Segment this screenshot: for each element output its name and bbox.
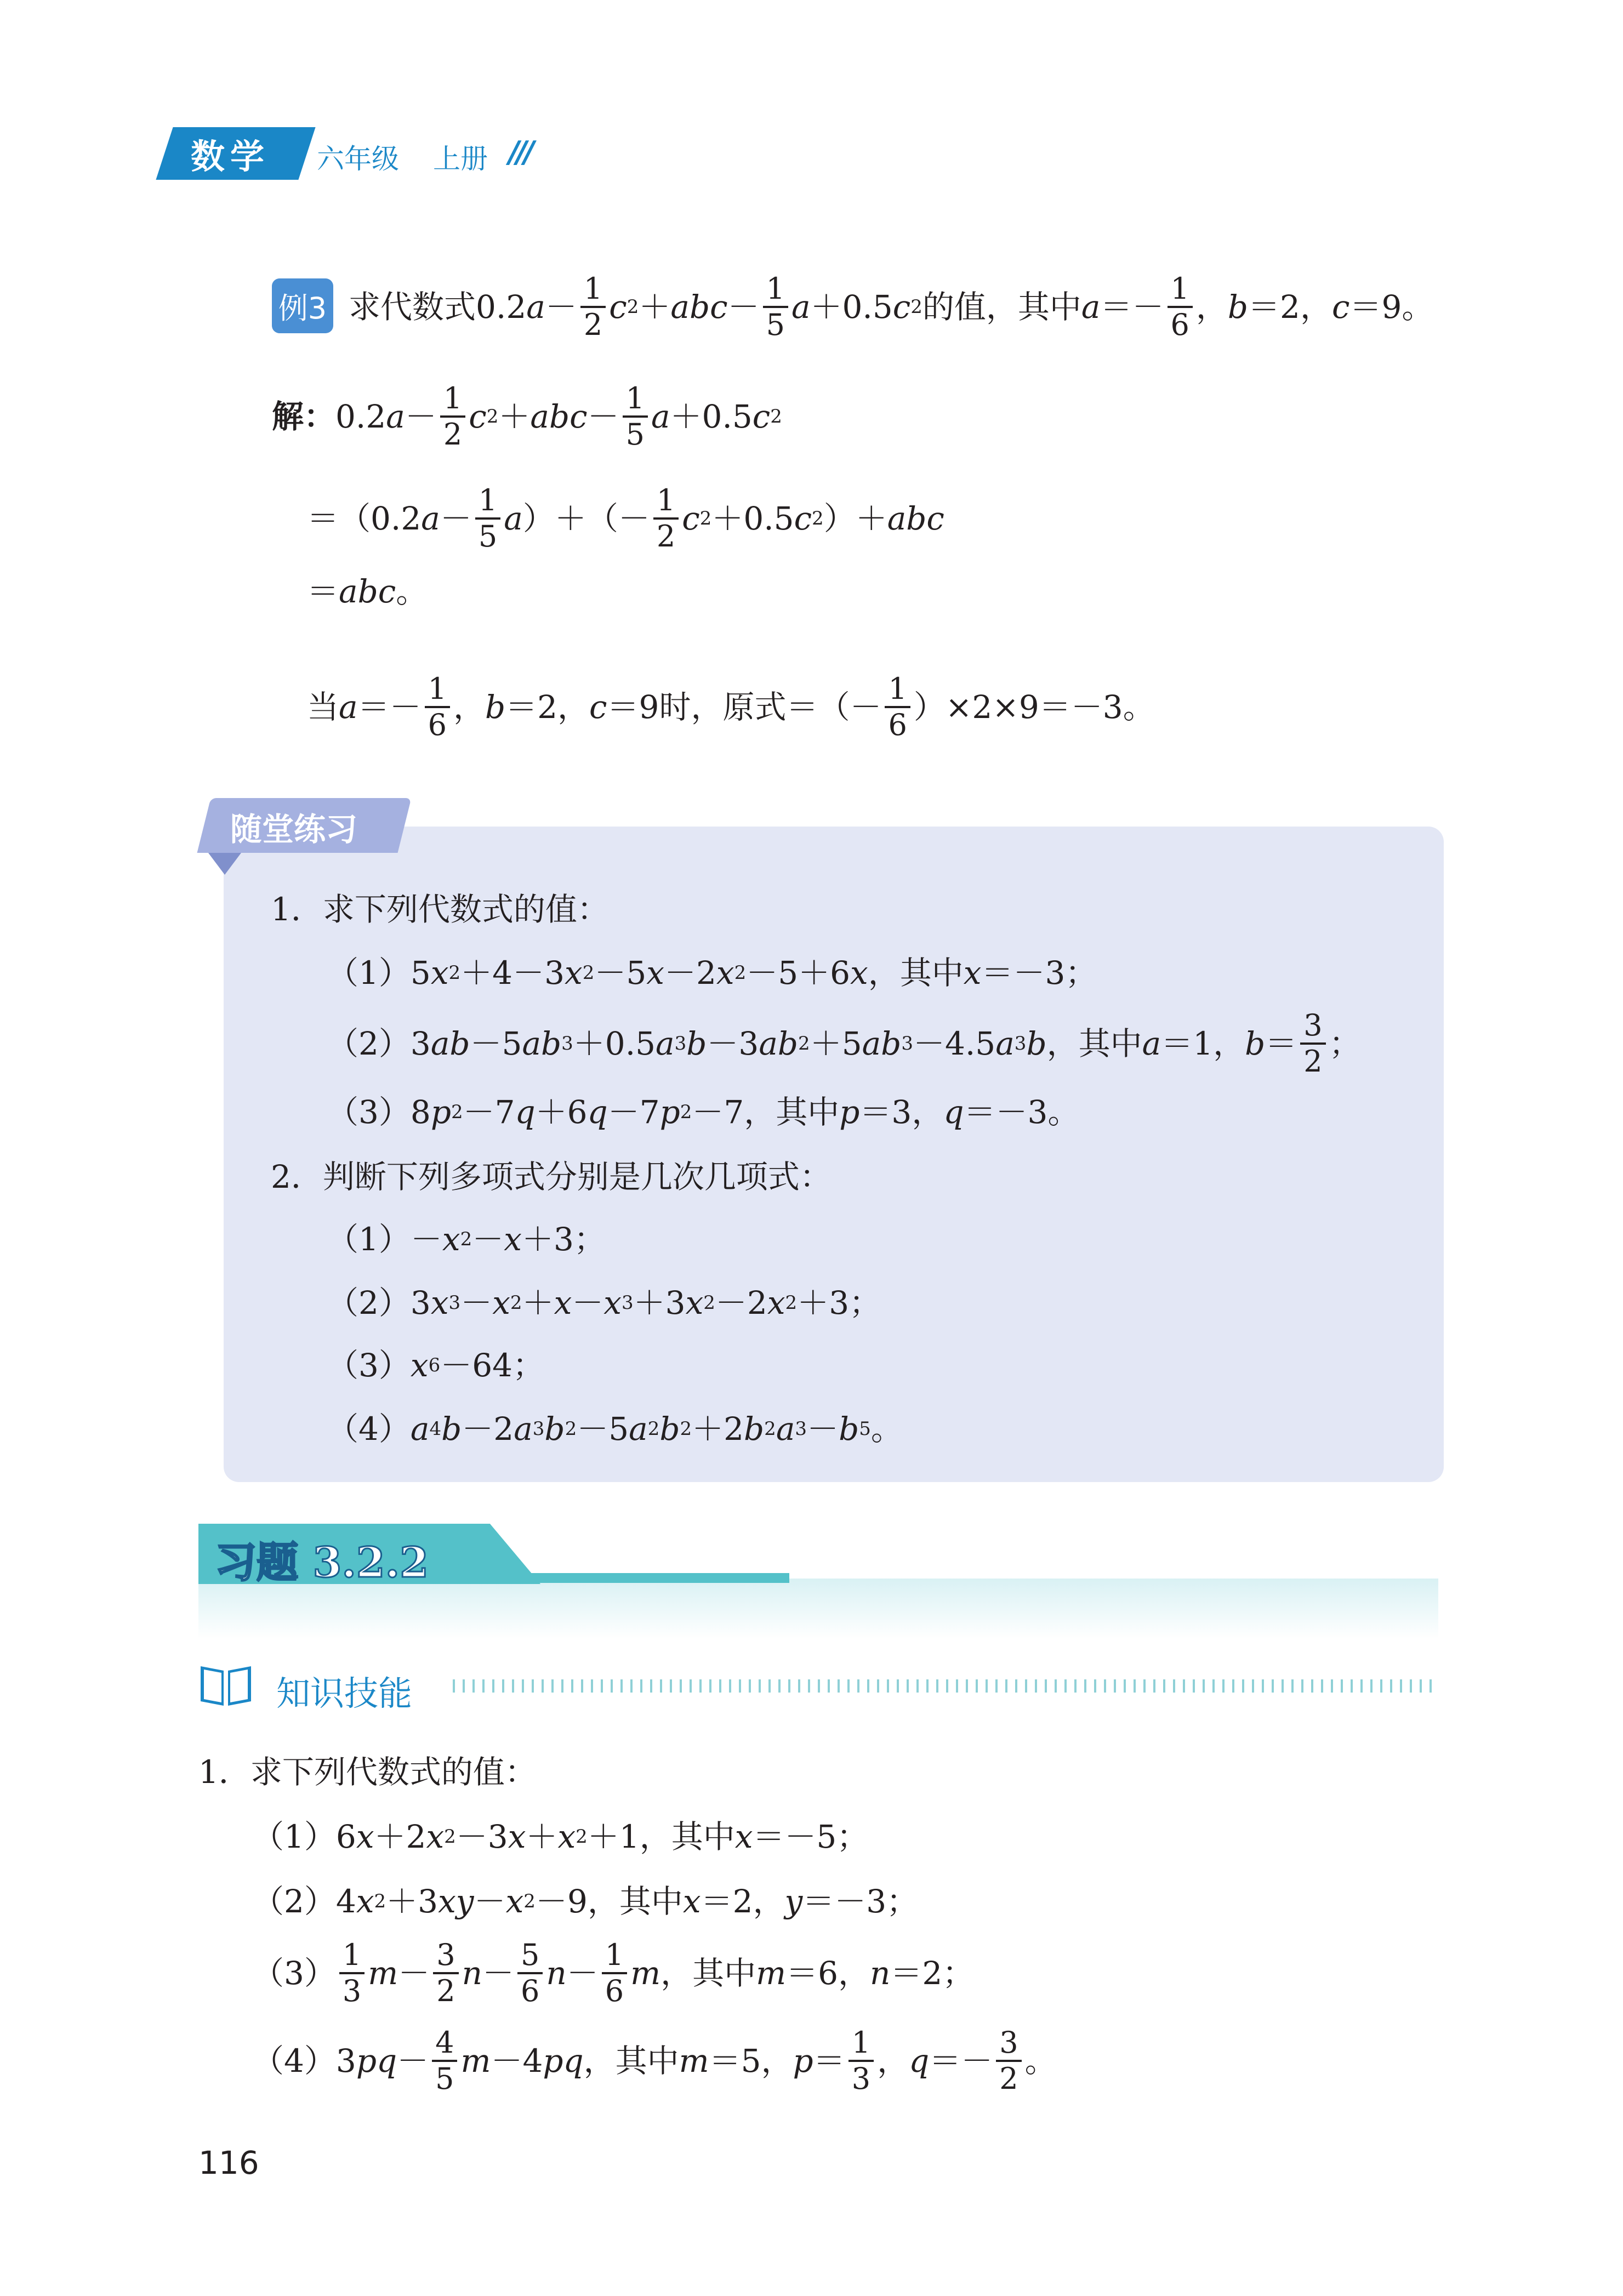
- exercise-title: 习题 3.2.2: [215, 1538, 429, 1587]
- exercise-q1-4: （4）3 pq － $\frac{4}{5}$ m －4 pq ，其中 m ＝5， p ＝ $\frac{1}{3}$ ， q ＝－ $\frac{3}{2}$ 。: [252, 2025, 1057, 2096]
- book-icon: [198, 1661, 253, 1708]
- example-prompt: 求代数式0.2 a － $\frac{1}{2}$ c 2 ＋ abc － $\frac{1}{5}$ a ＋0.5 c 2 的值，其中 a ＝－ $\frac{1}{6}$ ， b ＝2， c ＝9。: [349, 271, 1434, 342]
- practice-q2-4: （4） a 4 b －2 a 3 b 2 －5 a 2 b 2 ＋2 b 2 a 3 － b 5 。: [327, 1410, 903, 1448]
- solution-line-1: 解： 0.2 a － $\frac{1}{2}$ c 2 ＋ abc － $\frac{1}{5}$ a ＋0.5 c 2: [272, 381, 782, 452]
- exercise-q1-3: （3） $\frac{1}{3}$ m － $\frac{3}{2}$ n － $\frac{5}{6}$ n － $\frac{1}{6}$ m ，其中 m ＝6， n ＝2；: [252, 1938, 975, 2008]
- example-prompt-lead: 求代数式0.2: [349, 288, 527, 326]
- conclusion-tail: ）×2×9＝－3。: [913, 688, 1155, 726]
- solution-conclusion: 当 a ＝－ $\frac{1}{6}$ ， b ＝2， c ＝9 时，原式＝（－ $\frac{1}{6}$ ）×2×9＝－3。: [307, 671, 1155, 742]
- exercise-strip: [493, 1573, 789, 1583]
- where-text: ，其中: [868, 954, 964, 992]
- practice-q2-2: （2）3 x 3 － x 2 ＋ x － x 3 ＋3 x 2 －2 x 2 ＋3；: [327, 1284, 881, 1321]
- practice-q1-1: （1）5 x 2 ＋4－3 x 2 －5 x －2 x 2 －5＋6 x ，其中 x ＝－3；: [327, 954, 1097, 992]
- solution-label: 解：: [272, 398, 336, 435]
- header-subject: 数学: [191, 136, 270, 176]
- header-grade: 六年级: [317, 143, 399, 175]
- exercise-q1: 1．求下列代数式的值：: [198, 1753, 537, 1791]
- page-number: 116: [198, 2144, 259, 2181]
- practice-q2-3: （3） x 6 －64；: [327, 1347, 545, 1384]
- exercise-q1-1: （1）6 x ＋2 x 2 －3 x ＋ x 2 ＋1，其中 x ＝－5；: [252, 1818, 869, 1855]
- example-badge: 例3: [272, 278, 333, 333]
- practice-q2: 2．判断下列多项式分别是几次几项式：: [271, 1158, 832, 1195]
- practice-title: 随堂练习: [230, 811, 358, 848]
- solution-line-3: ＝ abc 。: [307, 573, 428, 610]
- practice-q1-3: （3）8 p 2 －7 q ＋6 q －7 p 2 －7，其中 p ＝3， q ＝－3。: [327, 1093, 1080, 1131]
- header-decoration: ///: [509, 135, 532, 169]
- conclusion-text: 时，原式＝（－: [659, 688, 882, 726]
- header-volume: 上册: [433, 143, 488, 175]
- example-prompt-tail: 的值，其中: [922, 288, 1081, 326]
- practice-tab-pointer: [208, 853, 241, 875]
- practice-q2-1: （1）－ x 2 － x ＋3；: [327, 1221, 606, 1258]
- knowledge-title: 知识技能: [276, 1673, 413, 1713]
- knowledge-rule: [453, 1679, 1439, 1693]
- practice-q1: 1．求下列代数式的值：: [271, 891, 609, 928]
- solution-line-2: ＝（0.2 a － $\frac{1}{5}$ a ）＋（－ $\frac{1}{2}$ c 2 ＋0.5 c 2 ）＋ abc: [307, 483, 944, 554]
- practice-q1-2: （2）3 ab －5 ab 3 ＋0.5 a 3 b －3 ab 2 ＋5 ab 3 －4.5 a 3 b ，其中 a ＝1， b ＝ $\frac{3}{2}$ ；: [327, 1008, 1361, 1079]
- exercise-q1-2: （2）4 x 2 ＋3 xy － x 2 －9，其中 x ＝2， y ＝－3；: [252, 1883, 919, 1920]
